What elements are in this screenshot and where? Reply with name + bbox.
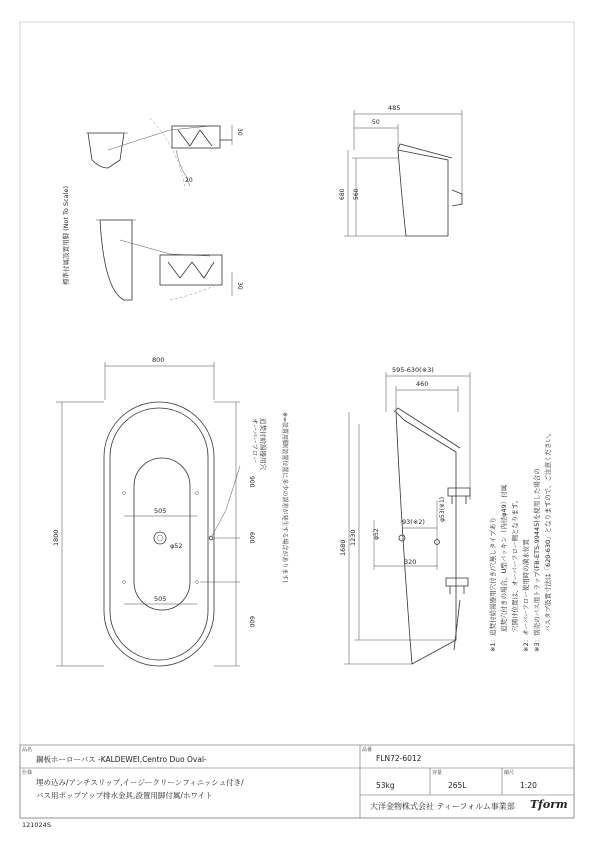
dim-1680: 1680: [339, 539, 347, 556]
dim-93: 93(※2): [402, 518, 425, 526]
plan-view: [56, 362, 240, 666]
label-heater-hole: 追焚付給湯器用穴: [259, 418, 267, 470]
note-4: ※2：オーバーフロー使用時の満水位置: [522, 539, 530, 652]
dim-30-top: 30: [236, 128, 243, 136]
label-overflow: オーバーフロー: [251, 418, 259, 463]
note-6: バスタブ設置寸法は「620-630」となりますので、ご注意ください。: [544, 429, 552, 632]
dim-680: 680: [339, 188, 346, 200]
dim-1230: 1230: [349, 529, 357, 546]
document-number: 121024S: [22, 821, 51, 829]
dim-320: 320: [404, 558, 417, 566]
svg-text:20: 20: [185, 177, 193, 184]
name-label: 品名: [22, 747, 33, 753]
side-note: 標準付属設置用脚 (Not To Scale): [62, 186, 70, 285]
spec-line-1: 埋め込み/アンチスリップ,イージークリーンフィニッシュ付き/: [36, 778, 244, 787]
note-3: 穴開け位置は、オーバーフロー側となります。: [511, 496, 519, 632]
leg-detail-bottom: [96, 220, 232, 300]
dim-485: 485: [388, 104, 401, 112]
spec-line-2: バス用ポップアップ排水金具,設置用脚付属/ホワイト: [36, 791, 213, 800]
product-name: 鋼板ホーローバス -KALDEWEI,Centro Duo Oval-: [36, 755, 207, 764]
leg-detail-top: [86, 118, 232, 190]
leg-note: ※=設置用脚(設置位置に多少の誤差が発生する場合があります): [281, 412, 288, 583]
note-2: 追焚穴付きの場合、U型パッキン（内径φ49）付属: [500, 484, 508, 632]
sheet-border: [20, 22, 574, 818]
company-logo: Tform: [530, 798, 568, 811]
spec-label: 仕様: [22, 770, 33, 776]
dim-505-a: 505: [154, 507, 167, 515]
dim-900: 900: [248, 476, 255, 488]
dim-800: 800: [152, 356, 165, 364]
dim-phi52-plan: φ52: [170, 542, 183, 550]
dim-460: 460: [416, 380, 429, 388]
company-name: 大洋金物株式会社 ティーフォルム事業部: [370, 802, 515, 811]
dim-505-b: 505: [154, 595, 167, 603]
weight-value: 53kg: [376, 781, 395, 790]
note-5: ※3：別売のバス用トラップ(FB-ETS-99445)を使用した場合の: [533, 468, 541, 652]
note-1: ※1：追焚付給湯器用穴付き/穴無しタイプあり: [489, 517, 497, 652]
dim-600-b: 600: [248, 616, 255, 628]
end-section-view: [344, 110, 462, 236]
capacity-value: 265L: [448, 781, 467, 790]
dim-phi52-section: φ52: [373, 528, 380, 540]
dim-30-bottom: 30: [236, 282, 243, 290]
dim-560: 560: [353, 188, 360, 200]
dim-595-630: 595-630(※3): [392, 366, 434, 374]
dim-50: 50: [372, 119, 380, 126]
dim-phi53: φ53(※1): [439, 496, 446, 522]
notes-block: [488, 429, 552, 652]
dim-600-a: 600: [248, 532, 255, 544]
code-label: 品番: [362, 747, 373, 753]
scale-label: 縮尺: [504, 770, 515, 776]
dim-1800: 1800: [52, 529, 60, 546]
product-code: FLN72-6012: [376, 754, 422, 763]
scale-value: 1:20: [520, 781, 537, 790]
capacity-label: 容量: [432, 770, 443, 776]
